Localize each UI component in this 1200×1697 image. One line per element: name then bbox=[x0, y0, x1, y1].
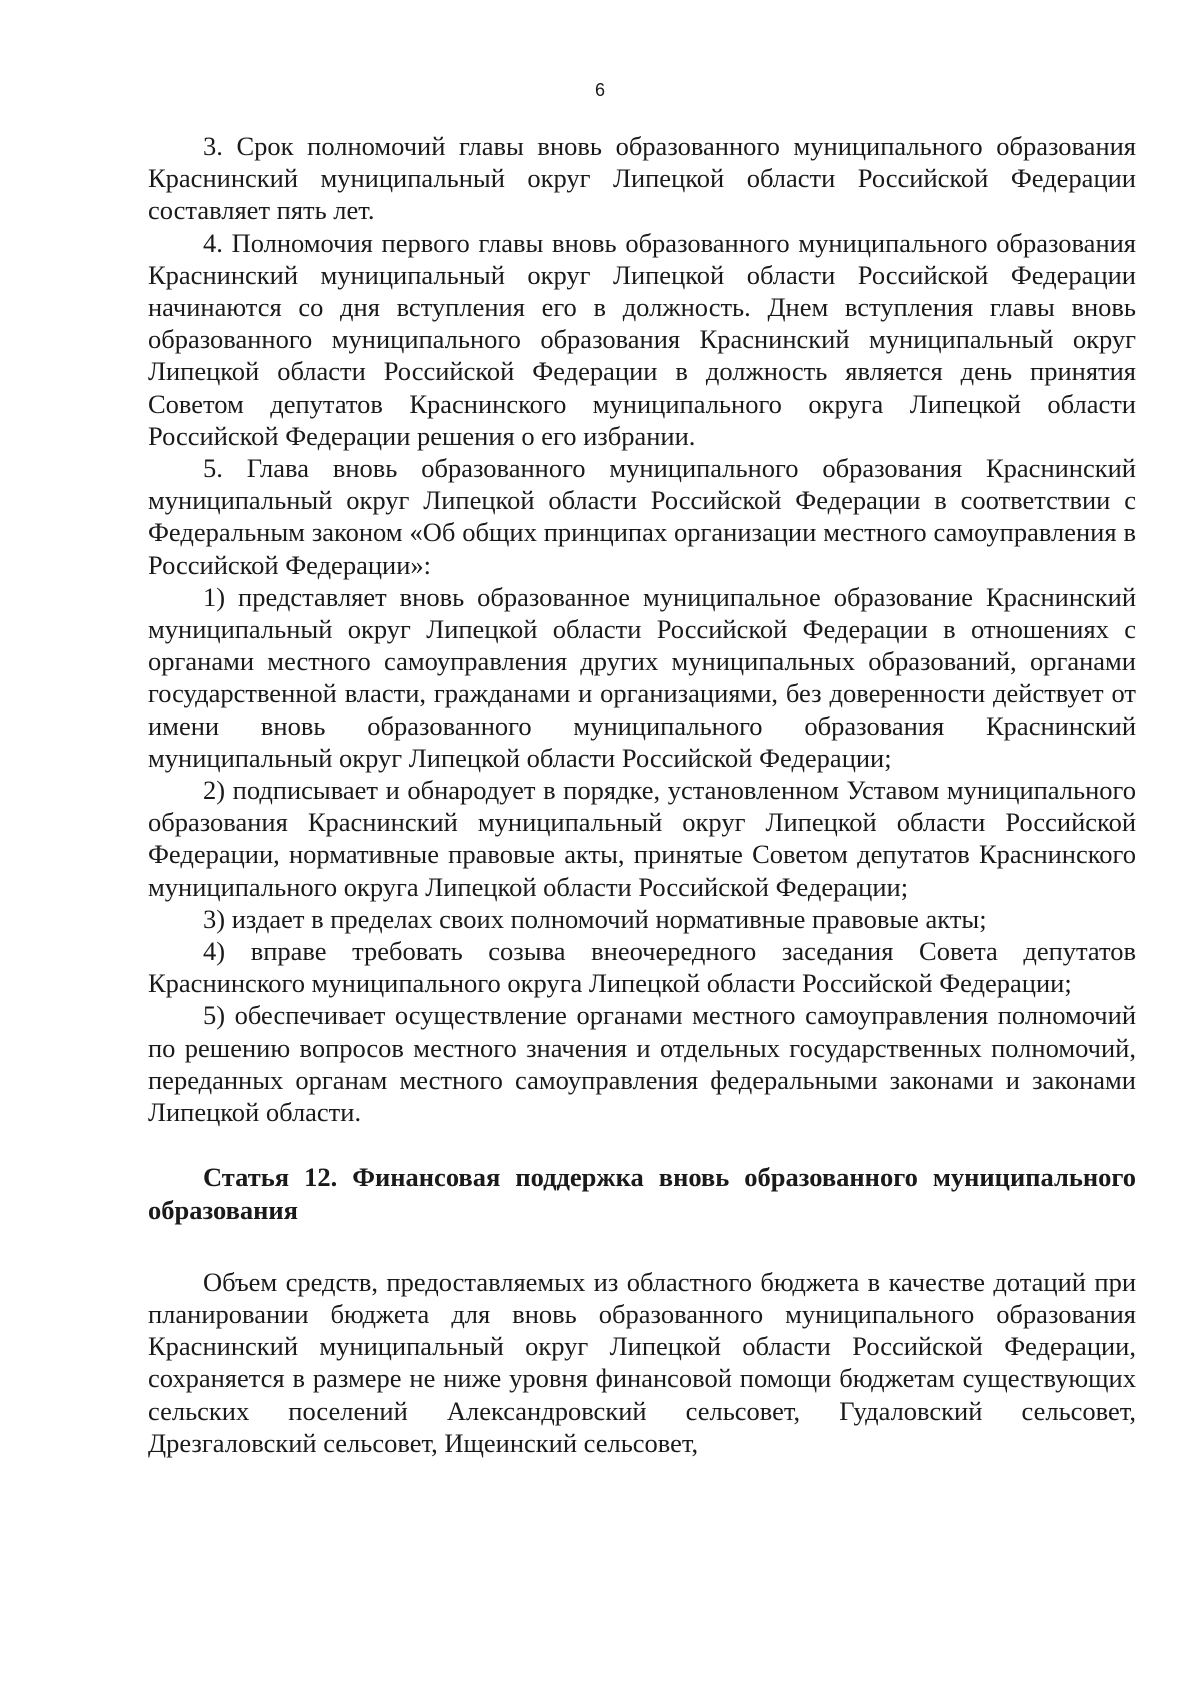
article-12-body: Объем средств, предоставляемых из областного бюджета в качестве дотаций при планировании бюджета для вновь образованного муниципального образования Краснинский муниципальный округ Липецкой области Российской Федерации, сохраняется в размере не ниже уровня финансовой помощи бюджетам существующих сельских поселений Александровский сельсовет, Гудаловский сельсовет, Дрезгаловский сельсовет, Ищеинский сельсовет, bbox=[148, 1266, 1136, 1458]
list-item-5: 5) обеспечивает осуществление органами местного самоуправления полномочий по решению вопросов местного значения и отдельных государственных полномочий, переданных органам местного самоуправления федеральными законами и законами Липецкой области. bbox=[148, 1000, 1136, 1128]
list-item-4: 4) вправе требовать созыва внеочередного заседания Совета депутатов Краснинского муниципального округа Липецкой области Российской Федерации; bbox=[148, 936, 1136, 999]
article-12-heading: Статья 12. Финансовая поддержка вновь образованного муниципального образования bbox=[148, 1162, 1136, 1225]
page-number: 6 bbox=[594, 80, 605, 100]
paragraph-head-duties-intro: 5. Глава вновь образованного муниципального образования Краснинский муниципальный округ Липецкой области Российской Федерации в соответствии с Федеральным законом «Об общих принципах организации местного самоуправления в Российской Федерации»: bbox=[148, 453, 1136, 580]
list-item-2: 2) подписывает и обнародует в порядке, установленном Уставом муниципального образования Краснинский муниципальный округ Липецкой области Российской Федерации, нормативные правовые акты, принятые Советом депутатов Краснинского муниципального округа Липецкой области Российской Федерации; bbox=[148, 775, 1136, 902]
list-item-1: 1) представляет вновь образованное муниципальное образование Краснинский муниципальный округ Липецкой области Российской Федерации в отношениях с органами местного самоуправления других муниципальных образований, органами государственной власти, гражданами и организациями, без доверенности действует от имени вновь образованного муниципального образования Краснинский муниципальный округ Липецкой области Российской Федерации; bbox=[148, 581, 1136, 773]
document-body bbox=[148, 130, 1136, 1459]
list-item-3: 3) издает в пределах своих полномочий нормативные правовые акты; bbox=[203, 903, 987, 934]
paragraph-term-of-office: 3. Срок полномочий главы вновь образованного муниципального образования Краснинский муниципальный округ Липецкой области Российской Федерации составляет пять лет. bbox=[148, 131, 1136, 226]
paragraph-first-head-powers: 4. Полномочия первого главы вновь образованного муниципального образования Краснинский муниципальный округ Липецкой области Российской Федерации начинаются со дня вступления его в должность. Днем вступления главы вновь образованного муниципального образования Краснинский муниципальный округ Липецкой области Российской Федерации в должность является день принятия Советом депутатов Краснинского муниципального округа Липецкой области Российской Федерации решения о его избрании. bbox=[148, 227, 1136, 451]
